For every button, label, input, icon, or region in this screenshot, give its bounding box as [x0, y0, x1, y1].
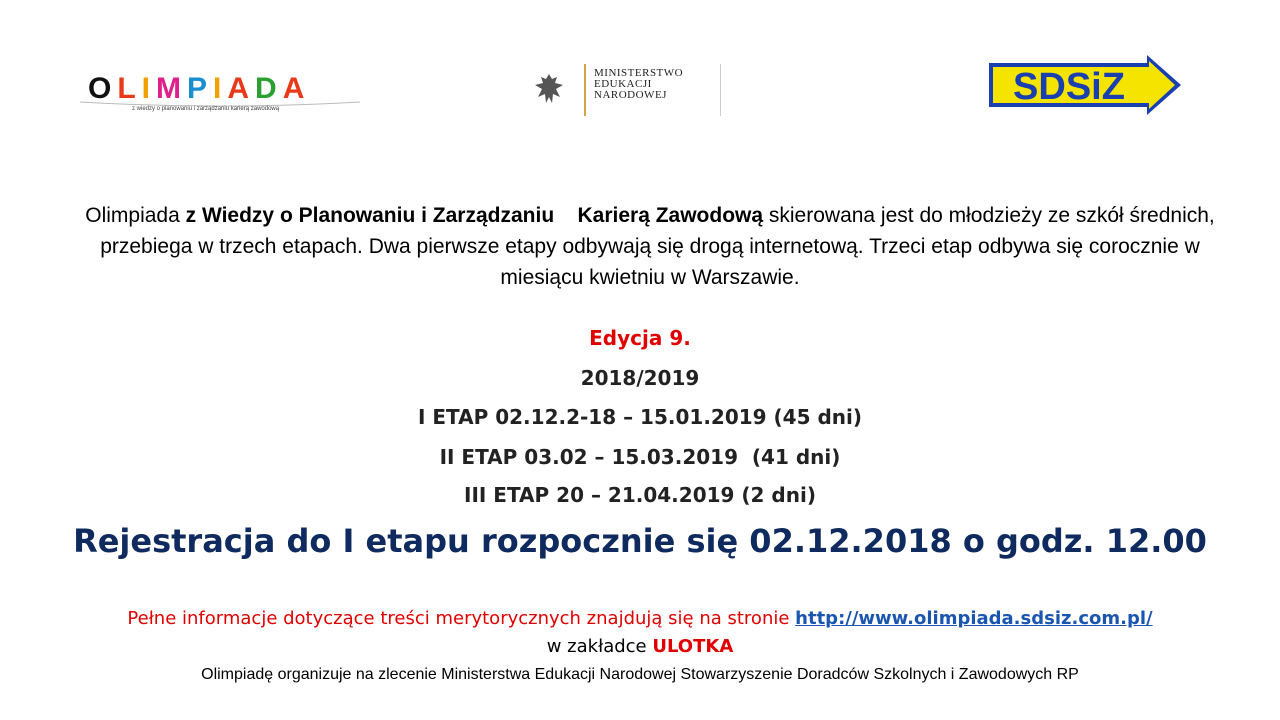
stage-3: III ETAP 20 – 21.04.2019 (2 dni): [464, 483, 816, 507]
eagle-emblem-icon: [528, 70, 570, 112]
men-logo-separator: [720, 64, 721, 116]
sdsiz-logo: [985, 55, 1185, 115]
olimpiada-logo-text: OLIMPIADA: [88, 72, 311, 105]
stage-2: II ETAP 03.02 – 15.03.2019 (41 dni): [439, 445, 841, 469]
intro-paragraph: Olimpiada z Wiedzy o Planowaniu i Zarządzaniu Karierą Zawodową skierowana jest do młodzieży ze szkół średnich, przebiega w trzech etapach. Dwa pierwsze etapy odbywają się drogą internetową. Trzeci etap odbywa się corocznie w miesiącu kwietniu w Warszawie.: [85, 204, 1215, 289]
tab-info-line: w zakładce ULOTKA: [546, 636, 734, 657]
info-line: Pełne informacje dotyczące treści merytorycznych znajdują się na stronie http://www.olimpiada.sdsiz.com.pl/: [127, 608, 1153, 629]
stage-1: I ETAP 02.12.2-18 – 15.01.2019 (45 dni): [417, 405, 863, 429]
men-logo-divider: [584, 64, 586, 116]
olympiad-name: z Wiedzy o Planowaniu i Zarządzaniu Karierą Zawodową: [185, 204, 764, 227]
men-logo-text: MINISTERSTWO EDUKACJI NARODOWEJ: [594, 67, 684, 101]
edition-label: Edycja 9.: [589, 326, 691, 350]
ulotka-tab-name: ULOTKA: [652, 636, 734, 657]
registration-headline: Rejestracja do I etapu rozpocznie się 02.12.2018 o godz. 12.00: [73, 522, 1207, 560]
olimpiada-tagline: z wiedzy o planowaniu i zarządzaniu karierą zawodową: [132, 106, 280, 112]
school-year: 2018/2019: [580, 366, 700, 390]
organizer-note: Olimpiadę organizuje na zlecenie Ministerstwa Edukacji Narodowej Stowarzyszenie Doradców Szkolnych i Zawodowych RP: [201, 666, 1079, 683]
website-link[interactable]: http://www.olimpiada.sdsiz.com.pl/: [795, 608, 1153, 629]
svg-text:SDSiZ: SDSiZ: [1013, 66, 1125, 108]
